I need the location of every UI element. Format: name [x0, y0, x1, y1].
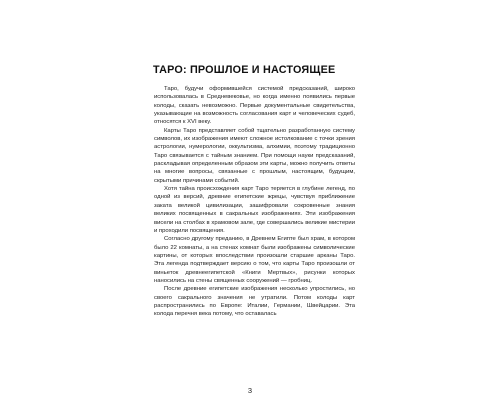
paragraph-5: После древние египетские изображения несколько упростились, но своего сакрального значения не утратили. Потом колоды карт распространились по Европе: Италии, Германии, Швейцарии. Эта колода перечня века потому, что оставалась — [154, 286, 355, 318]
paragraph-4: Согласно другому преданию, в Древнем Египте был храм, в котором было 22 комнаты, а на стенах комнат были изображены символические картины, от которых впоследствии произошли старшие арканы Таро. Эта легенда подтверждает версию о том, что карты Таро произошли от виньеток древнеегипетской «Книги Мертвых», рисунки которых наносились на стены священных сооружений — гробниц. — [154, 236, 355, 284]
chapter-title: ТАРО: ПРОШЛОЕ И НАСТОЯЩЕЕ — [153, 64, 336, 76]
page-number: 3 — [247, 386, 253, 395]
paragraph-3: Хотя тайна происхождения карт Таро теряется в глубине легенд, по одной из версий, древние египетские жрецы, чувствуя приближение заката великой цивилизации, зашифровали сокровенные знания великих посвященных в сакральных изображениях. Эти изображения висели на столбах в храмовом зале, где совершались великие мистерии и проходили посвящения. — [154, 186, 355, 234]
paragraph-2: Карты Таро представляет собой тщательно разработанную систему символов, их изображения имеют сложное истолкование с точки зрения астрологии, нумерологии, оккультизма, алхимии, поэтому традиционно Таро связывается с тайным знанием. При помощи науки предсказаний, раскладывая определенным образом эти карты, можно получить ответы на многие вопросы, связанные с прошлым, настоящим, будущим, скрытыми причинами событий. — [154, 127, 355, 184]
body-text — [154, 85, 355, 319]
paragraph-1: Таро, будучи оформившейся системой предсказаний, широко использовалась в Средневековье, но когда именно появились первые колоды, сказать невозможно. Первые документальные свидетельства, указывающие на возможность согласования карт и человеческих судеб, относятся к XVI веку. — [154, 86, 355, 126]
